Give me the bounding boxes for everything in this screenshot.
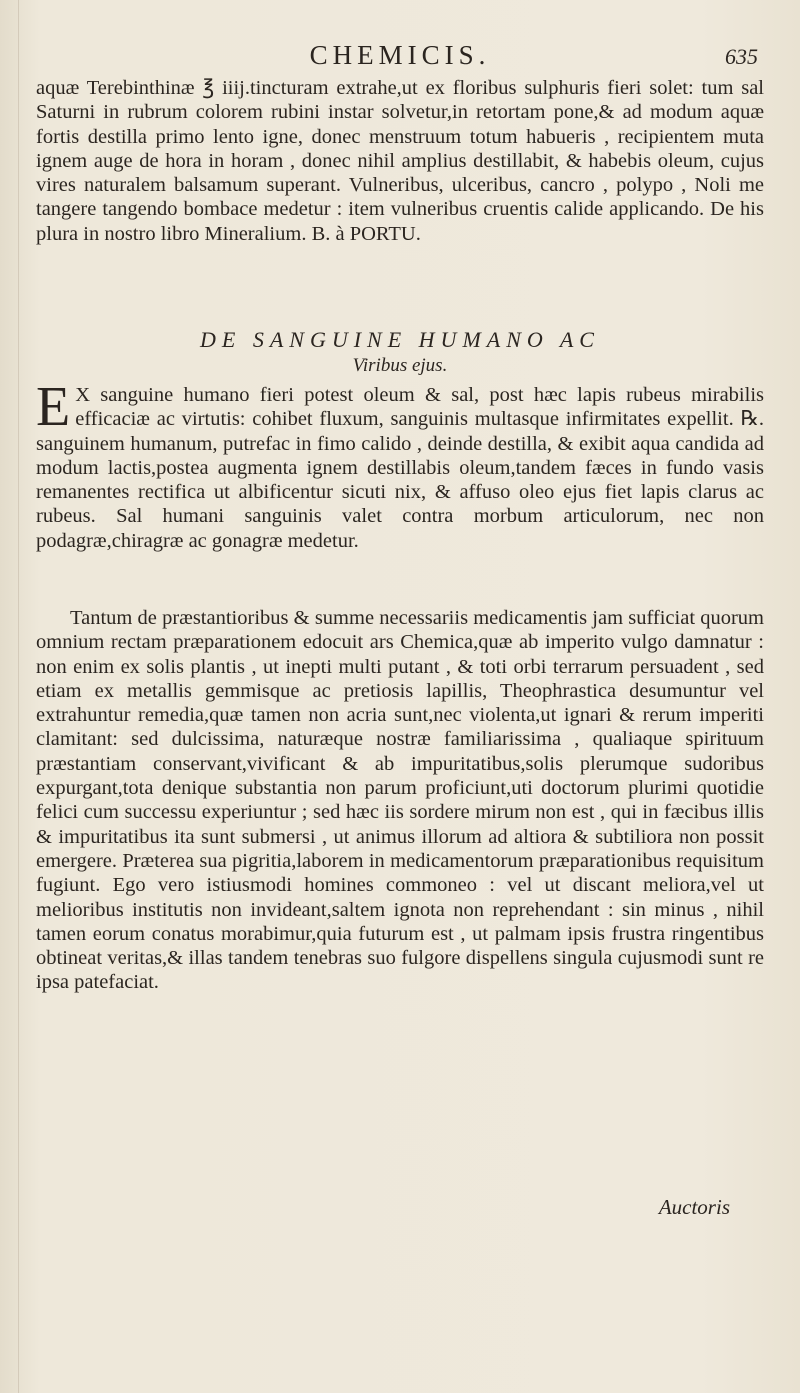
drop-cap: E xyxy=(36,376,71,438)
catchword: Auctoris xyxy=(658,1195,730,1219)
page-header xyxy=(0,40,800,76)
section-title: DE SANGUINE HUMANO AC xyxy=(200,327,600,352)
paragraph-human-blood-text: X sanguine humano fieri potest oleum & sal, post hæc lapis rubeus mirabilis efficaciæ ac virtutis: cohibet fluxum, sanguinis multasque infirmitates expellit. ℞. sanguinem humanum, putrefac in fimo calido , deinde destilla, & exibit aqua candida ad modum lactis,postea augmenta ignem destillabis oleum,tandem fæces in fundo vasis remanentes rectifica ut albificentur sicuti nix, & affuso oleo ejus fiet lapis clarus ac rubeus. Sal humani sanguinis valet contra morbum articulorum, nec non podagræ,chiragræ ac gonagræ medetur. xyxy=(36,384,764,552)
paragraph-oil-of-saturn: aquæ Terebinthinæ ℥ iiij.tincturam extrahe,ut ex floribus sulphuris fieri solet: tum sal Saturni in rubrum colorem rubini instar solvetur,in retortam pone,& ad modum aquæ fortis destilla primo lento igne, donec menstruum totum habueris , recipientem muta ignem auge de hora in horam , donec nihil amplius destillabit, & habebis oleum, cujus vires naturalem balsamum superant. Vulneribus, ulceribus, cancro , polypo , Noli me tangere tangendo bombace medetur : item vulneribus cruentis calide applicando. De his plura in nostro libro Mineralium. B. à PORTU. xyxy=(36,77,764,245)
paragraph-conclusion: Tantum de præstantioribus & summe necessariis medicamentis jam sufficiat quorum omnium rectam præparationem edocuit ars Chemica,quæ ab imperito vulgo damnatur : non enim ex solis plantis , ut inepti multi putant , & toti orbi terrarum persuadent , sed etiam ex metallis gemmisque ac pretiosis lapillis, Theophrastica desumuntur vel extrahuntur remedia,quæ tamen non acria sunt,nec violenta,ut ignari & rerum imperiti clamitant: sed dulcissima, naturæque nostræ familiarissima , qualiaque spirituum præstantiam conservant,vivificant & ab impuritatibus,solis plerumque sudoribus expurgant,tota denique substantia non parum proficiunt,uti doctorum plurimi quotidie felici cum successu experiuntur ; sed hæc iis sordere mirum non est , qui in fæcibus illis & impuritatibus ita sunt submersi , ut animus illorum ad altiora & subtiliora non possit emergere. Præterea sua pigritia,laborem in medicamentorum præparationibus requisitum fugiunt. Ego vero istiusmodi homines commoneo : vel ut discant meliora,vel ut melioribus institutis non invideant,saltem ignota non reprehendant : sin minus , nihil tamen eorum conatus morabimur,quia futurum est , ut palmam ipsis frustra ringentibus obtineat veritas,& illas tandem tenebras suo fulgore dispellens singula cujusmodi sunt re ipsa patefaciat. xyxy=(36,607,764,994)
page-number: 635 xyxy=(725,44,758,69)
paragraph-human-blood xyxy=(36,376,764,553)
gutter-shadow xyxy=(18,0,19,1393)
section-subtitle: Viribus ejus. xyxy=(352,355,448,376)
running-head: CHEMICIS. xyxy=(309,40,491,70)
